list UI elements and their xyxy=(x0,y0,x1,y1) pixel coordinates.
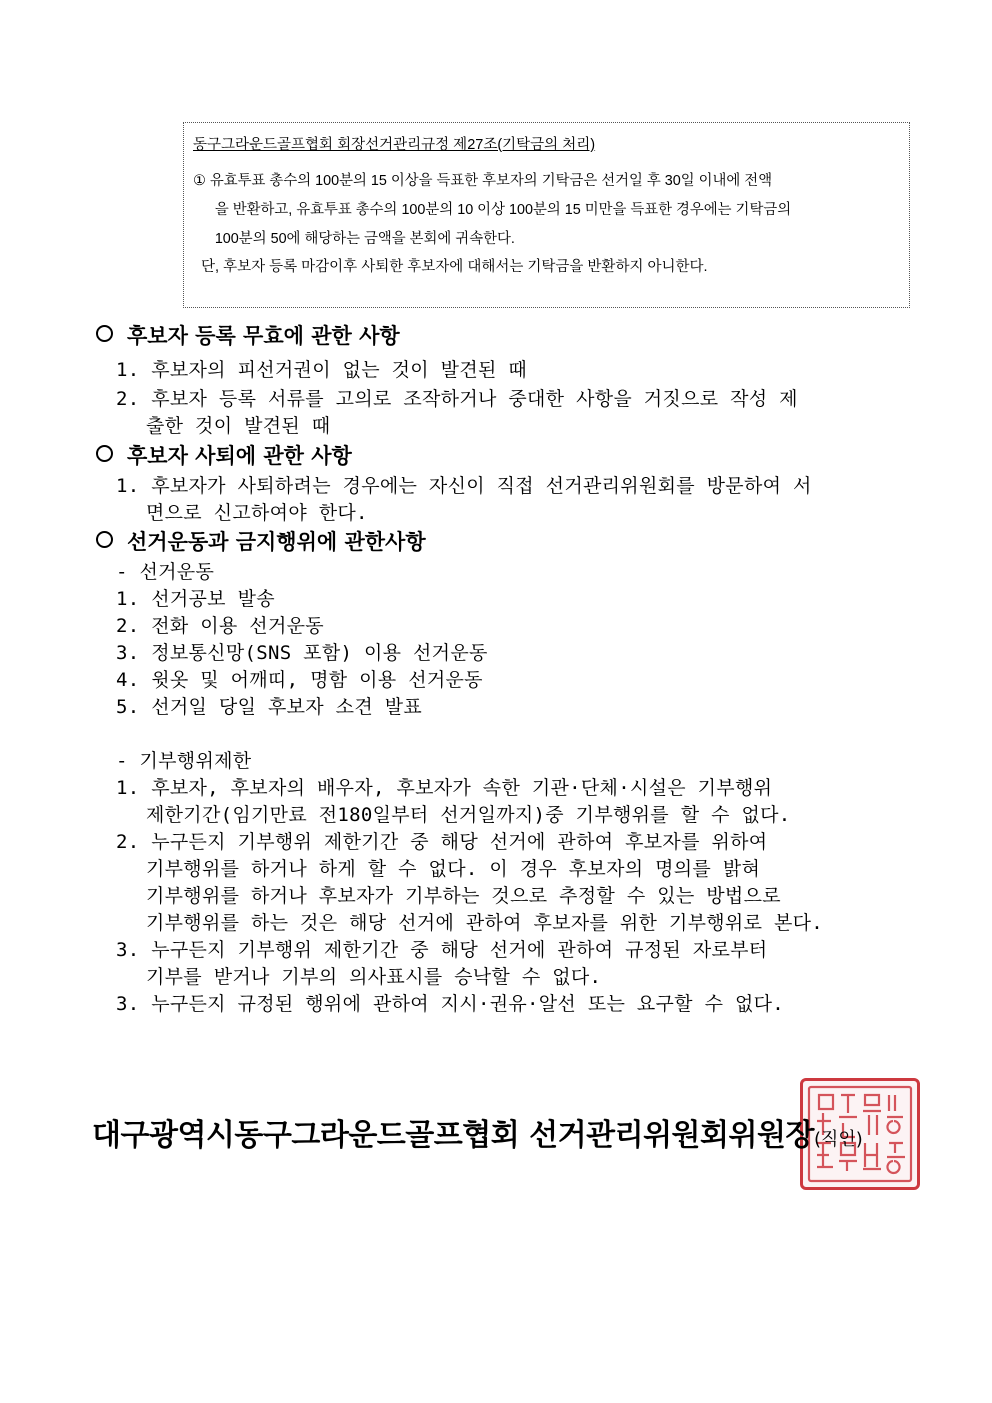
section-line: 1. 후보자의 피선거권이 없는 것이 발견된 때 xyxy=(116,359,528,381)
section-line: 기부행위를 하는 것은 해당 선거에 관하여 후보자를 위한 기부행위로 본다. xyxy=(146,912,824,934)
section-line: 2. 전화 이용 선거운동 xyxy=(116,615,324,637)
section-line: 1. 선거공보 발송 xyxy=(116,588,275,610)
section-line: 5. 선거일 당일 후보자 소견 발표 xyxy=(116,696,423,718)
section-line: 2. 후보자 등록 서류를 고의로 조작하거나 중대한 사항을 거짓으로 작성 제 xyxy=(116,388,798,410)
section-line: 3. 누구든지 기부행위 제한기간 중 해당 선거에 관하여 규정된 자로부터 xyxy=(116,939,768,961)
committee-chair-name: 대구광역시동구그라운드골프협회 선거관리위원회위원장 xyxy=(92,1118,814,1153)
rule-line: 100분의 50에 해당하는 금액을 본회에 귀속한다. xyxy=(214,231,515,247)
section-heading-campaign: 선거운동과 금지행위에 관한사항 xyxy=(96,526,426,556)
section-line: 기부행위를 하거나 하게 할 수 없다. 이 경우 후보자의 명의를 밝혀 xyxy=(146,858,761,880)
section-line: 기부를 받거나 기부의 의사표시를 승낙할 수 없다. xyxy=(146,966,602,988)
rule-paragraph-2: 단, 후보자 등록 마감이후 사퇴한 후보자에 대해서는 기탁금을 반환하지 아니한다. xyxy=(201,259,708,275)
section-line: - 기부행위제한 xyxy=(116,750,252,772)
signature-line xyxy=(92,1110,863,1154)
seal-note: (직인) xyxy=(813,1129,863,1150)
section-line: 기부행위를 하거나 후보자가 기부하는 것으로 추정할 수 있는 방법으로 xyxy=(146,885,781,907)
section-line: 1. 후보자가 사퇴하려는 경우에는 자신이 직접 선거관리위원회를 방문하여 서 xyxy=(116,475,812,497)
circle-bullet-icon xyxy=(96,325,113,342)
section-line: 면으로 신고하여야 한다. xyxy=(146,502,368,524)
circle-bullet-icon xyxy=(96,531,113,548)
rule-line: 을 반환하고, 유효투표 총수의 100분의 10 이상 100분의 15 미만을 득표한 경우에는 기탁금의 xyxy=(214,202,792,218)
section-heading-invalid-registration: 후보자 등록 무효에 관한 사항 xyxy=(96,320,400,350)
section-heading-withdrawal: 후보자 사퇴에 관한 사항 xyxy=(96,440,352,470)
section-line: - 선거운동 xyxy=(116,561,215,583)
circle-bullet-icon xyxy=(96,445,113,462)
section-line: 2. 누구든지 기부행위 제한기간 중 해당 선거에 관하여 후보자를 위하여 xyxy=(116,831,768,853)
rule-paragraph-1 xyxy=(193,167,899,254)
rule-title: 동구그라운드골프협회 회장선거관리규정 제27조(기탁금의 처리) xyxy=(193,137,596,153)
section-line: 제한기간(임기만료 전180일부터 선거일까지)중 기부행위를 할 수 없다. xyxy=(146,804,791,826)
rule-excerpt-box xyxy=(183,122,910,308)
section-line: 1. 후보자, 후보자의 배우자, 후보자가 속한 기관·단체·시설은 기부행위 xyxy=(116,777,773,799)
section-line: 3. 정보통신망(SNS 포함) 이용 선거운동 xyxy=(116,642,488,664)
rule-line: ① 유효투표 총수의 100분의 15 이상을 득표한 후보자의 기탁금은 선거일 후 30일 이내에 전액 xyxy=(193,173,773,189)
section-line: 4. 윗옷 및 어깨띠, 명함 이용 선거운동 xyxy=(116,669,483,691)
section-line: 출한 것이 발견된 때 xyxy=(146,415,331,437)
section-line: 3. 누구든지 규정된 행위에 관하여 지시·권유·알선 또는 요구할 수 없다. xyxy=(116,993,785,1015)
